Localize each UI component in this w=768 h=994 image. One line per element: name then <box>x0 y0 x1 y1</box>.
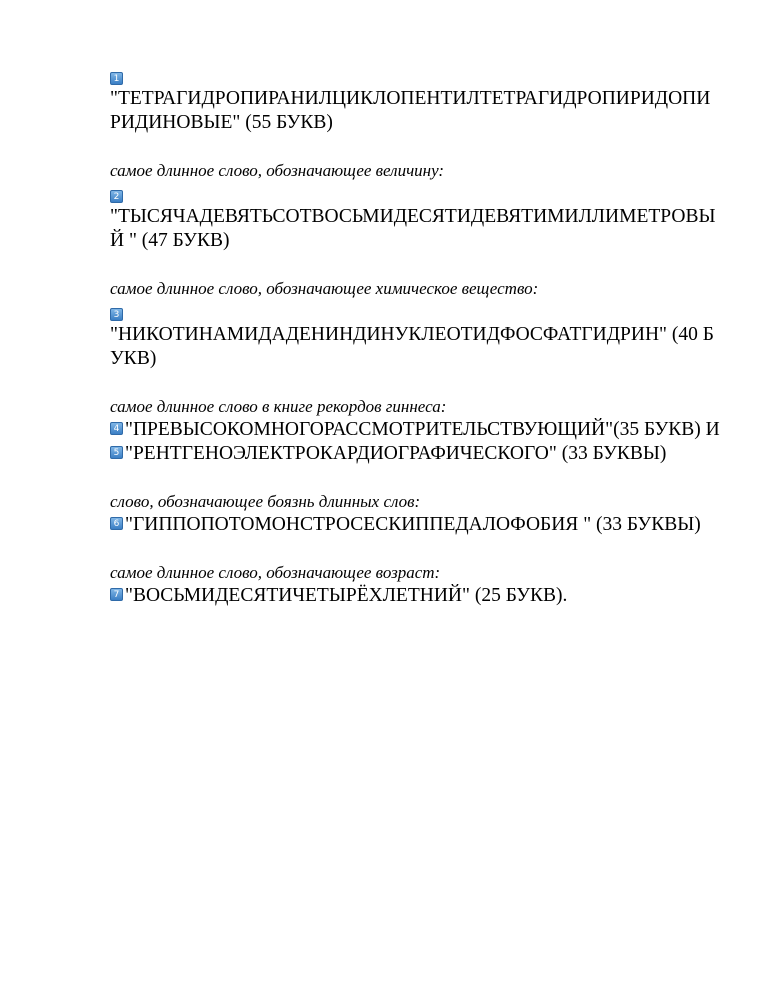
entry-1 <box>110 72 720 135</box>
long-word-6-text: "ГИППОПОТОМОНСТРОСЕСКИППЕДАЛОФОБИЯ " (33 БУКВЫ) <box>125 514 701 535</box>
entry-6 <box>110 491 720 537</box>
long-word-6 <box>110 513 720 537</box>
long-word-4 <box>110 418 720 442</box>
number-2-icon: 2 <box>110 190 123 203</box>
entry-7 <box>110 562 720 608</box>
document-page <box>110 72 720 608</box>
long-word-5-text: "РЕНТГЕНОЭЛЕКТРОКАРДИОГРАФИЧЕСКОГО" (33 БУКВЫ) <box>125 443 667 464</box>
long-word-1: "ТЕТРАГИДРОПИРАНИЛЦИКЛОПЕНТИЛТЕТРАГИДРОПИРИДОПИРИДИНОВЫЕ" (55 БУКВ) <box>110 88 711 133</box>
long-word-5 <box>110 442 720 466</box>
number-5-icon: 5 <box>110 446 123 459</box>
entry-4 <box>110 396 720 466</box>
entry-3 <box>110 278 720 371</box>
long-word-7 <box>110 584 720 608</box>
number-7-icon: 7 <box>110 588 123 601</box>
caption-3: самое длинное слово, обозначающее химическое вещество: <box>110 279 539 298</box>
number-6-icon: 6 <box>110 517 123 530</box>
caption-4: самое длинное слово в книге рекордов гиннеса: <box>110 397 447 416</box>
long-word-3: "НИКОТИНАМИДАДЕНИНДИНУКЛЕОТИДФОСФАТГИДРИН" (40 БУКВ) <box>110 324 714 369</box>
caption-6: слово, обозначающее боязнь длинных слов: <box>110 492 421 511</box>
long-word-2: "ТЫСЯЧАДЕВЯТЬСОТВОСЬМИДЕСЯТИДЕВЯТИМИЛЛИМЕТРОВЫЙ " (47 БУКВ) <box>110 206 716 251</box>
caption-2: самое длинное слово, обозначающее величину: <box>110 161 445 180</box>
long-word-4-text: "ПРЕВЫСОКОМНОГОРАССМОТРИТЕЛЬСТВУЮЩИЙ"(35 БУКВ) И <box>125 419 720 440</box>
number-4-icon: 4 <box>110 422 123 435</box>
number-3-icon: 3 <box>110 308 123 321</box>
number-1-icon: 1 <box>110 72 123 85</box>
long-word-7-text: "ВОСЬМИДЕСЯТИЧЕТЫРЁХЛЕТНИЙ" (25 БУКВ). <box>125 585 568 606</box>
entry-2 <box>110 160 720 253</box>
caption-7: самое длинное слово, обозначающее возраст: <box>110 563 441 582</box>
